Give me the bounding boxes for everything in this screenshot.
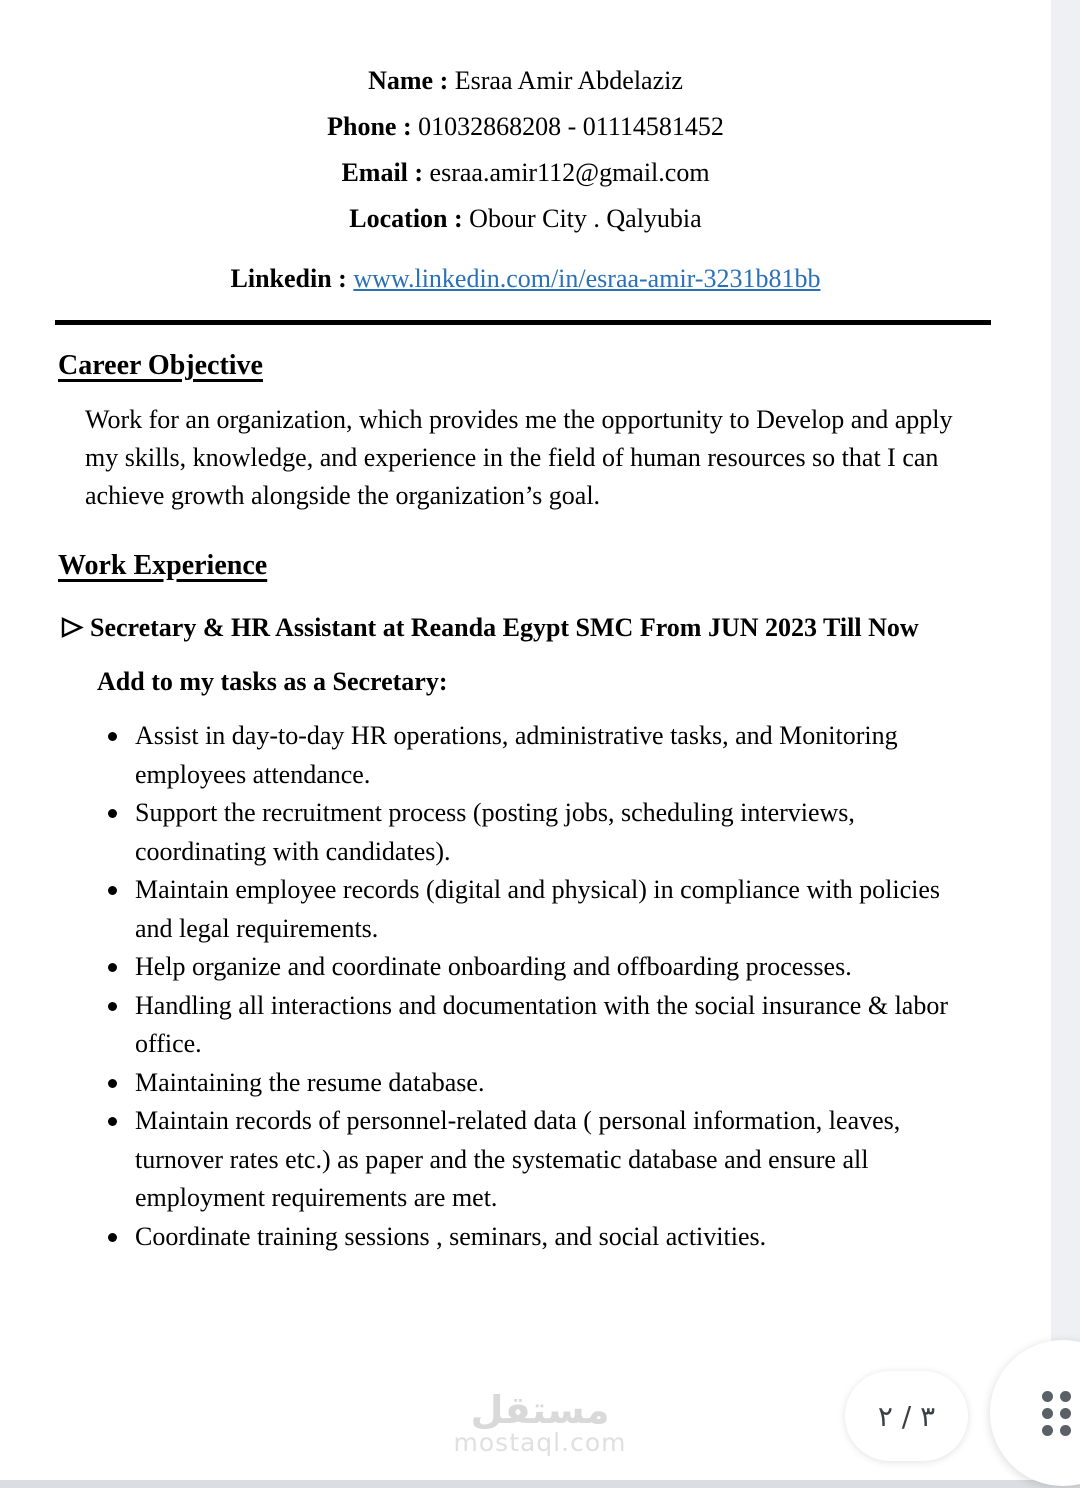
task-item: Coordinate training sessions , seminars, and social activities. [135, 1218, 961, 1257]
contact-linkedin [0, 256, 1051, 302]
apps-grid-button[interactable] [990, 1340, 1080, 1486]
career-objective-text: Work for an organization, which provides me the opportunity to Develop and apply my skills, knowledge, and experience in the field of human resources so that I can achieve growth alongside the organization’s goal. [85, 405, 953, 510]
apps-grid-icon [1042, 1391, 1071, 1436]
work-experience-heading: Work Experience [58, 550, 268, 581]
task-item: Maintain records of personnel-related data ( personal information, leaves, turnover rates etc.) as paper and the systematic database and ensure all employment requirements are met. [135, 1102, 961, 1218]
task-item: Maintaining the resume database. [135, 1064, 961, 1103]
arrow-bullet-icon [60, 609, 90, 645]
contact-header [0, 0, 1051, 302]
email-value: esraa.amir112@gmail.com [429, 158, 710, 187]
career-objective-heading: Career Objective [58, 350, 263, 381]
contact-location [0, 196, 1051, 242]
job-entry [60, 609, 941, 647]
linkedin-link[interactable]: www.linkedin.com/in/esraa-amir-3231b81bb [353, 264, 821, 293]
job-title: Secretary & HR Assistant at Reanda Egypt SMC From JUN 2023 Till Now [90, 613, 919, 642]
mostaql-domain: mostaql.com [453, 1428, 627, 1457]
mostaql-watermark [440, 1390, 640, 1456]
task-item: Handling all interactions and documentation with the social insurance & labor office. [135, 987, 961, 1064]
phone-label: Phone : [327, 112, 412, 141]
viewer-bottom-gutter [0, 1480, 1080, 1488]
tasks-subheading: Add to my tasks as a Secretary: [97, 667, 448, 696]
location-value: Obour City . Qalyubia [469, 204, 702, 233]
task-item: Assist in day-to-day HR operations, administrative tasks, and Monitoring employees attendance. [135, 717, 961, 794]
viewer-right-gutter [1051, 0, 1080, 1488]
linkedin-label: Linkedin : [230, 264, 347, 293]
contact-name [0, 58, 1051, 104]
task-item: Help organize and coordinate onboarding and offboarding processes. [135, 948, 961, 987]
email-label: Email : [341, 158, 424, 187]
task-item: Maintain employee records (digital and physical) in compliance with policies and legal requirements. [135, 871, 961, 948]
page-indicator-text: ٣ / ٢ [877, 1399, 936, 1433]
phone-value: 01032868208 - 01114581452 [418, 112, 724, 141]
location-label: Location : [349, 204, 463, 233]
page-indicator [845, 1371, 968, 1461]
mostaql-logo: مستقل [470, 1388, 610, 1432]
task-item: Support the recruitment process (posting jobs, scheduling interviews, coordinating with candidates). [135, 794, 961, 871]
header-divider [55, 320, 991, 325]
name-label: Name : [368, 66, 449, 95]
tasks-list [0, 717, 961, 1256]
name-value: Esraa Amir Abdelaziz [454, 66, 683, 95]
contact-phone [0, 104, 1051, 150]
contact-email [0, 150, 1051, 196]
